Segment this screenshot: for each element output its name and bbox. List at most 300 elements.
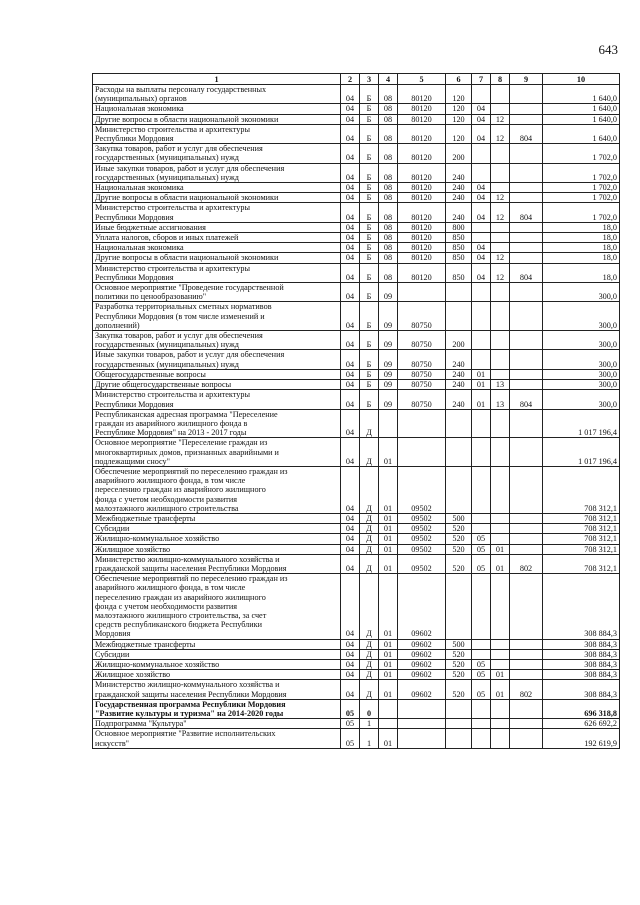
code-target-cell — [398, 729, 446, 748]
code-target-cell — [398, 699, 446, 718]
code-subsection-cell — [491, 243, 510, 253]
amount-cell: 1 017 196,4 — [543, 409, 620, 438]
item-name-cell: Национальная экономика — [93, 243, 341, 253]
item-name-cell: Основное мероприятие "Переселение граждан из многоквартирных домов, признанных аварийными и подлежащими сносу" — [93, 438, 341, 467]
code-col2-cell: 04 — [341, 302, 360, 331]
table-row — [93, 163, 620, 182]
item-name-cell: Жилищное хозяйство — [93, 544, 341, 554]
code-target-cell: 80750 — [398, 302, 446, 331]
code-subsection-cell — [491, 719, 510, 729]
table-row — [93, 574, 620, 639]
amount-cell: 18,0 — [543, 253, 620, 263]
code-section-cell — [472, 639, 491, 649]
amount-cell: 708 312,1 — [543, 466, 620, 513]
code-ministry-cell — [510, 380, 543, 390]
code-ministry-cell: 802 — [510, 680, 543, 699]
code-col4-cell: 08 — [379, 243, 398, 253]
code-target-cell: 80120 — [398, 263, 446, 282]
code-col2-cell: 04 — [341, 438, 360, 467]
code-section-cell: 05 — [472, 670, 491, 680]
code-col4-cell: 09 — [379, 390, 398, 409]
table-row — [93, 331, 620, 350]
code-subsection-cell: 12 — [491, 253, 510, 263]
code-expense-type-cell: 850 — [446, 253, 472, 263]
code-expense-type-cell — [446, 699, 472, 718]
code-subsection-cell: 13 — [491, 380, 510, 390]
amount-cell: 300,0 — [543, 283, 620, 302]
code-col3-cell: Б — [360, 233, 379, 243]
code-ministry-cell — [510, 513, 543, 523]
header-cell: 10 — [543, 74, 620, 85]
amount-cell: 300,0 — [543, 302, 620, 331]
code-expense-type-cell — [446, 719, 472, 729]
code-ministry-cell — [510, 222, 543, 232]
amount-cell: 1 640,0 — [543, 104, 620, 114]
code-target-cell: 80120 — [398, 183, 446, 193]
code-section-cell — [472, 729, 491, 748]
table-row — [93, 729, 620, 748]
table-row — [93, 544, 620, 554]
code-col2-cell: 04 — [341, 124, 360, 143]
code-ministry-cell: 804 — [510, 203, 543, 222]
table-row — [93, 203, 620, 222]
code-col3-cell: 1 — [360, 729, 379, 748]
code-col3-cell: Б — [360, 253, 379, 263]
code-ministry-cell — [510, 544, 543, 554]
amount-cell: 300,0 — [543, 380, 620, 390]
code-col3-cell: Д — [360, 438, 379, 467]
code-target-cell: 09602 — [398, 680, 446, 699]
code-ministry-cell — [510, 302, 543, 331]
item-name-cell: Жилищное хозяйство — [93, 670, 341, 680]
code-col4-cell: 08 — [379, 193, 398, 203]
code-col3-cell: Д — [360, 466, 379, 513]
item-name-cell: Иные бюджетные ассигнования — [93, 222, 341, 232]
table-row — [93, 193, 620, 203]
amount-cell: 308 884,3 — [543, 639, 620, 649]
code-subsection-cell — [491, 729, 510, 748]
code-ministry-cell — [510, 466, 543, 513]
code-col2-cell: 04 — [341, 144, 360, 163]
code-col3-cell: Б — [360, 390, 379, 409]
code-expense-type-cell: 200 — [446, 331, 472, 350]
table-row — [93, 513, 620, 523]
code-section-cell: 05 — [472, 534, 491, 544]
code-subsection-cell — [491, 350, 510, 369]
header-cell: 6 — [446, 74, 472, 85]
code-col4-cell — [379, 409, 398, 438]
item-name-cell: Государственная программа Республики Мордовия "Развитие культуры и туризма" на 2014-2020 годы — [93, 699, 341, 718]
code-subsection-cell — [491, 222, 510, 232]
code-target-cell: 80120 — [398, 253, 446, 263]
code-ministry-cell — [510, 670, 543, 680]
code-col4-cell: 08 — [379, 114, 398, 124]
item-name-cell: Межбюджетные трансферты — [93, 513, 341, 523]
code-subsection-cell — [491, 104, 510, 114]
table-row — [93, 283, 620, 302]
item-name-cell: Министерство строительства и архитектуры Республики Мордовия — [93, 263, 341, 282]
code-col2-cell: 04 — [341, 659, 360, 669]
code-col4-cell: 01 — [379, 680, 398, 699]
code-subsection-cell: 01 — [491, 680, 510, 699]
code-expense-type-cell: 520 — [446, 649, 472, 659]
code-col2-cell: 04 — [341, 554, 360, 573]
code-col4-cell: 08 — [379, 163, 398, 182]
code-ministry-cell: 804 — [510, 263, 543, 282]
code-col3-cell: Б — [360, 302, 379, 331]
code-col4-cell: 08 — [379, 263, 398, 282]
code-subsection-cell — [491, 85, 510, 104]
code-expense-type-cell — [446, 438, 472, 467]
code-col4-cell: 08 — [379, 203, 398, 222]
code-col4-cell: 01 — [379, 574, 398, 639]
amount-cell: 308 884,3 — [543, 659, 620, 669]
amount-cell: 1 702,0 — [543, 144, 620, 163]
code-ministry-cell — [510, 639, 543, 649]
code-section-cell — [472, 574, 491, 639]
code-subsection-cell — [491, 574, 510, 639]
amount-cell: 1 017 196,4 — [543, 438, 620, 467]
header-cell: 9 — [510, 74, 543, 85]
code-ministry-cell — [510, 104, 543, 114]
code-col3-cell: Б — [360, 283, 379, 302]
code-expense-type-cell: 240 — [446, 183, 472, 193]
code-section-cell — [472, 331, 491, 350]
code-col3-cell: 0 — [360, 699, 379, 718]
item-name-cell: Субсидии — [93, 524, 341, 534]
code-col4-cell: 01 — [379, 554, 398, 573]
table-row — [93, 85, 620, 104]
item-name-cell: Обеспечение мероприятий по переселению граждан из аварийного жилищного фонда, в том числе переселению граждан из аварийного жилищного фонда с учетом необходимости развития малоэтажного жилищного строительства, за счет средств республиканского бюджета Республики Мордовия — [93, 574, 341, 639]
code-col3-cell: Д — [360, 524, 379, 534]
code-subsection-cell — [491, 524, 510, 534]
code-col2-cell: 04 — [341, 114, 360, 124]
code-ministry-cell — [510, 699, 543, 718]
code-subsection-cell — [491, 283, 510, 302]
table-row — [93, 114, 620, 124]
amount-cell: 626 692,2 — [543, 719, 620, 729]
code-col3-cell: Б — [360, 203, 379, 222]
code-col3-cell: Д — [360, 554, 379, 573]
code-col2-cell: 04 — [341, 183, 360, 193]
code-ministry-cell — [510, 369, 543, 379]
item-name-cell: Другие общегосударственные вопросы — [93, 380, 341, 390]
item-name-cell: Жилищно-коммунальное хозяйство — [93, 659, 341, 669]
table-row — [93, 524, 620, 534]
code-target-cell: 09502 — [398, 466, 446, 513]
code-expense-type-cell: 850 — [446, 243, 472, 253]
code-col2-cell: 04 — [341, 104, 360, 114]
header-cell: 4 — [379, 74, 398, 85]
code-col3-cell: Б — [360, 243, 379, 253]
code-col2-cell: 04 — [341, 513, 360, 523]
amount-cell: 1 640,0 — [543, 85, 620, 104]
table-row — [93, 380, 620, 390]
code-ministry-cell: 802 — [510, 554, 543, 573]
code-col3-cell: 1 — [360, 719, 379, 729]
item-name-cell: Другие вопросы в области национальной экономики — [93, 193, 341, 203]
code-col4-cell: 01 — [379, 513, 398, 523]
code-section-cell — [472, 649, 491, 659]
code-expense-type-cell — [446, 466, 472, 513]
code-col2-cell: 04 — [341, 390, 360, 409]
code-expense-type-cell: 200 — [446, 144, 472, 163]
code-expense-type-cell: 120 — [446, 124, 472, 143]
code-col2-cell: 04 — [341, 524, 360, 534]
code-col4-cell: 01 — [379, 670, 398, 680]
table-row — [93, 554, 620, 573]
code-col2-cell: 04 — [341, 639, 360, 649]
code-col2-cell: 04 — [341, 680, 360, 699]
code-ministry-cell — [510, 283, 543, 302]
code-section-cell: 05 — [472, 659, 491, 669]
code-target-cell: 80750 — [398, 369, 446, 379]
code-subsection-cell — [491, 466, 510, 513]
code-target-cell: 80750 — [398, 390, 446, 409]
code-expense-type-cell: 520 — [446, 554, 472, 573]
code-col2-cell: 04 — [341, 222, 360, 232]
code-col4-cell: 01 — [379, 649, 398, 659]
code-expense-type-cell: 240 — [446, 350, 472, 369]
code-ministry-cell — [510, 719, 543, 729]
code-subsection-cell — [491, 302, 510, 331]
amount-cell: 300,0 — [543, 369, 620, 379]
table-row — [93, 659, 620, 669]
item-name-cell: Министерство строительства и архитектуры Республики Мордовия — [93, 124, 341, 143]
code-subsection-cell — [491, 534, 510, 544]
table-row — [93, 233, 620, 243]
amount-cell: 192 619,9 — [543, 729, 620, 748]
amount-cell: 300,0 — [543, 350, 620, 369]
code-section-cell: 01 — [472, 369, 491, 379]
code-section-cell: 04 — [472, 253, 491, 263]
code-ministry-cell — [510, 350, 543, 369]
amount-cell: 300,0 — [543, 331, 620, 350]
code-expense-type-cell: 120 — [446, 104, 472, 114]
code-col2-cell: 04 — [341, 85, 360, 104]
code-col3-cell: Б — [360, 263, 379, 282]
code-col3-cell: Д — [360, 670, 379, 680]
amount-cell: 308 884,3 — [543, 574, 620, 639]
code-ministry-cell — [510, 163, 543, 182]
code-target-cell: 80120 — [398, 144, 446, 163]
code-col3-cell: Д — [360, 659, 379, 669]
code-col4-cell — [379, 699, 398, 718]
code-expense-type-cell: 240 — [446, 193, 472, 203]
code-subsection-cell: 13 — [491, 390, 510, 409]
code-expense-type-cell: 800 — [446, 222, 472, 232]
code-target-cell: 80120 — [398, 104, 446, 114]
code-col3-cell: Б — [360, 350, 379, 369]
code-subsection-cell: 12 — [491, 124, 510, 143]
code-target-cell — [398, 283, 446, 302]
code-ministry-cell — [510, 233, 543, 243]
code-target-cell: 80120 — [398, 124, 446, 143]
code-subsection-cell: 01 — [491, 670, 510, 680]
code-col2-cell: 04 — [341, 193, 360, 203]
code-ministry-cell — [510, 534, 543, 544]
code-col3-cell: Б — [360, 114, 379, 124]
amount-cell: 708 312,1 — [543, 513, 620, 523]
code-col2-cell: 04 — [341, 380, 360, 390]
code-col3-cell: Б — [360, 380, 379, 390]
code-subsection-cell — [491, 163, 510, 182]
item-name-cell: Другие вопросы в области национальной экономики — [93, 253, 341, 263]
table-row — [93, 263, 620, 282]
code-col4-cell: 09 — [379, 331, 398, 350]
code-section-cell: 04 — [472, 243, 491, 253]
amount-cell: 1 702,0 — [543, 193, 620, 203]
code-section-cell — [472, 409, 491, 438]
item-name-cell: Министерство жилищно-коммунального хозяйства и гражданской защиты населения Республики Мордовия — [93, 680, 341, 699]
code-col4-cell: 01 — [379, 524, 398, 534]
code-subsection-cell — [491, 699, 510, 718]
code-subsection-cell: 01 — [491, 544, 510, 554]
code-target-cell: 09602 — [398, 574, 446, 639]
item-name-cell: Иные закупки товаров, работ и услуг для обеспечения государственных (муниципальных) нужд — [93, 350, 341, 369]
code-expense-type-cell — [446, 283, 472, 302]
code-section-cell — [472, 144, 491, 163]
code-section-cell: 05 — [472, 544, 491, 554]
code-expense-type-cell: 520 — [446, 544, 472, 554]
code-col4-cell: 01 — [379, 466, 398, 513]
amount-cell: 18,0 — [543, 233, 620, 243]
code-target-cell — [398, 719, 446, 729]
code-section-cell: 04 — [472, 114, 491, 124]
table-row — [93, 222, 620, 232]
code-col3-cell: Б — [360, 144, 379, 163]
header-cell: 8 — [491, 74, 510, 85]
amount-cell: 708 312,1 — [543, 544, 620, 554]
code-col4-cell: 01 — [379, 534, 398, 544]
amount-cell: 18,0 — [543, 222, 620, 232]
code-expense-type-cell: 850 — [446, 263, 472, 282]
code-target-cell: 80120 — [398, 222, 446, 232]
code-subsection-cell: 12 — [491, 203, 510, 222]
item-name-cell: Основное мероприятие "Развитие исполнительских искусств" — [93, 729, 341, 748]
code-expense-type-cell: 520 — [446, 524, 472, 534]
header-cell: 1 — [93, 74, 341, 85]
item-name-cell: Подпрограмма "Культура" — [93, 719, 341, 729]
page-number: 643 — [598, 42, 618, 57]
code-col3-cell: Д — [360, 680, 379, 699]
code-col4-cell: 08 — [379, 104, 398, 114]
code-target-cell: 80120 — [398, 243, 446, 253]
code-col2-cell: 04 — [341, 409, 360, 438]
code-target-cell: 80120 — [398, 233, 446, 243]
code-col3-cell: Д — [360, 409, 379, 438]
code-col2-cell: 04 — [341, 466, 360, 513]
code-expense-type-cell: 240 — [446, 390, 472, 409]
code-target-cell: 80120 — [398, 114, 446, 124]
code-target-cell: 09502 — [398, 524, 446, 534]
amount-cell: 708 312,1 — [543, 534, 620, 544]
table-row — [93, 350, 620, 369]
table-row — [93, 680, 620, 699]
code-col4-cell — [379, 719, 398, 729]
code-target-cell: 80120 — [398, 85, 446, 104]
code-subsection-cell — [491, 659, 510, 669]
code-expense-type-cell: 520 — [446, 534, 472, 544]
code-ministry-cell — [510, 193, 543, 203]
code-section-cell: 04 — [472, 124, 491, 143]
code-subsection-cell — [491, 144, 510, 163]
code-col3-cell: Б — [360, 183, 379, 193]
amount-cell: 708 312,1 — [543, 554, 620, 573]
item-name-cell: Разработка территориальных сметных нормативов Республики Мордовия (в том числе изменений и дополнений) — [93, 302, 341, 331]
code-subsection-cell — [491, 183, 510, 193]
code-expense-type-cell: 120 — [446, 114, 472, 124]
code-col3-cell: Д — [360, 649, 379, 659]
code-col2-cell: 05 — [341, 729, 360, 748]
code-col2-cell: 04 — [341, 331, 360, 350]
code-col3-cell: Б — [360, 331, 379, 350]
table-row — [93, 104, 620, 114]
code-col3-cell: Б — [360, 193, 379, 203]
code-ministry-cell — [510, 85, 543, 104]
item-name-cell: Закупка товаров, работ и услуг для обеспечения государственных (муниципальных) нужд — [93, 331, 341, 350]
code-col3-cell: Б — [360, 104, 379, 114]
item-name-cell: Расходы на выплаты персоналу государственных (муниципальных) органов — [93, 85, 341, 104]
code-col4-cell: 09 — [379, 302, 398, 331]
code-expense-type-cell: 520 — [446, 659, 472, 669]
code-target-cell: 09502 — [398, 534, 446, 544]
code-ministry-cell — [510, 574, 543, 639]
code-target-cell: 09602 — [398, 639, 446, 649]
code-col3-cell: Д — [360, 639, 379, 649]
code-ministry-cell — [510, 183, 543, 193]
code-col2-cell: 04 — [341, 544, 360, 554]
code-col4-cell: 01 — [379, 729, 398, 748]
code-col4-cell: 08 — [379, 144, 398, 163]
amount-cell: 308 884,3 — [543, 670, 620, 680]
table-row — [93, 699, 620, 718]
table-row — [93, 369, 620, 379]
item-name-cell: Общегосударственные вопросы — [93, 369, 341, 379]
code-target-cell: 09502 — [398, 544, 446, 554]
code-col2-cell: 04 — [341, 203, 360, 222]
code-subsection-cell — [491, 233, 510, 243]
code-section-cell: 04 — [472, 193, 491, 203]
code-section-cell — [472, 513, 491, 523]
code-target-cell: 09502 — [398, 554, 446, 573]
code-ministry-cell — [510, 253, 543, 263]
amount-cell: 1 640,0 — [543, 124, 620, 143]
code-col2-cell: 04 — [341, 670, 360, 680]
table-row — [93, 390, 620, 409]
code-section-cell — [472, 524, 491, 534]
header-cell: 5 — [398, 74, 446, 85]
table-row — [93, 183, 620, 193]
code-col4-cell: 09 — [379, 380, 398, 390]
code-section-cell — [472, 438, 491, 467]
code-col4-cell: 01 — [379, 639, 398, 649]
code-subsection-cell — [491, 331, 510, 350]
code-ministry-cell — [510, 114, 543, 124]
code-subsection-cell — [491, 639, 510, 649]
code-target-cell: 80750 — [398, 380, 446, 390]
code-target-cell: 80750 — [398, 350, 446, 369]
amount-cell: 300,0 — [543, 390, 620, 409]
table-row — [93, 438, 620, 467]
table-body — [93, 85, 620, 749]
item-name-cell: Министерство жилищно-коммунального хозяйства и гражданской защиты населения Республики Мордовия — [93, 554, 341, 573]
code-ministry-cell — [510, 438, 543, 467]
code-col3-cell: Б — [360, 124, 379, 143]
code-col2-cell: 05 — [341, 699, 360, 718]
code-section-cell — [472, 699, 491, 718]
table-row — [93, 144, 620, 163]
